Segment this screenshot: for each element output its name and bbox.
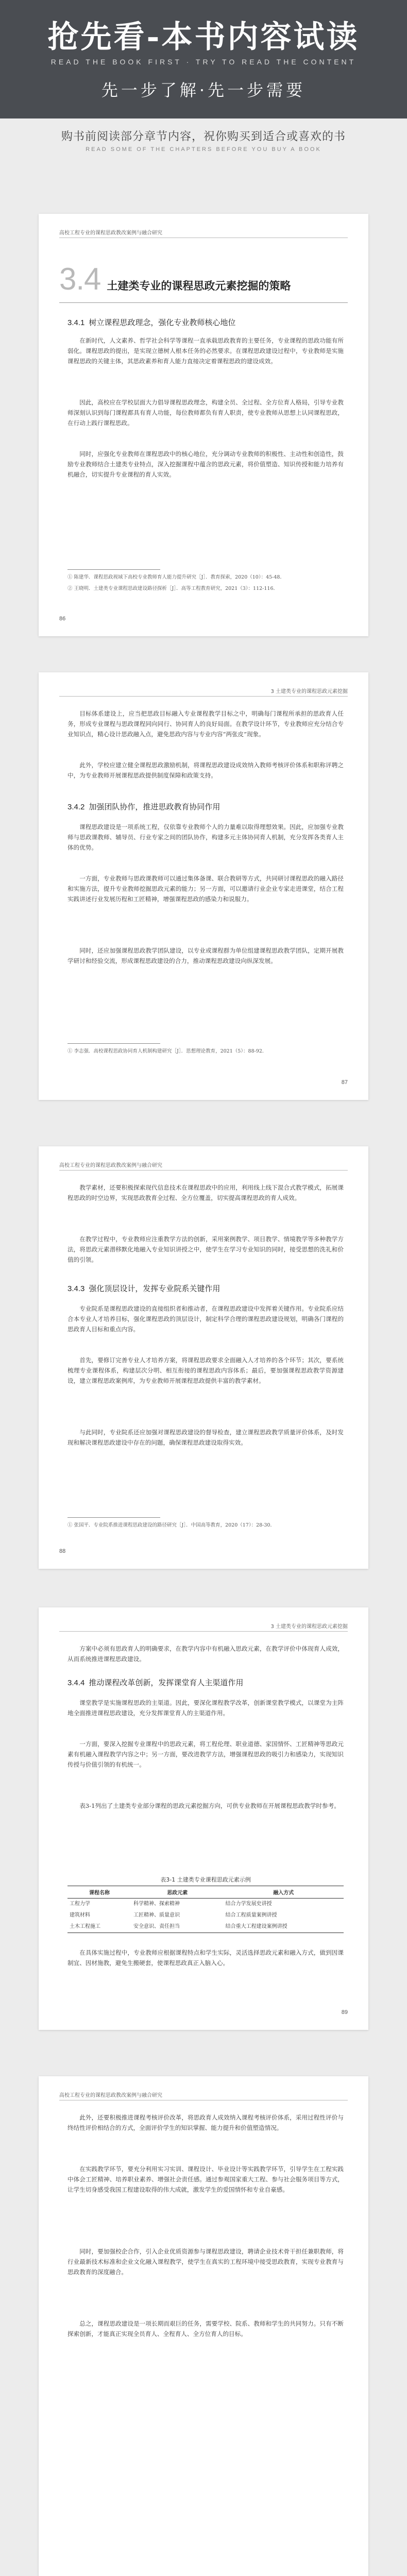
table-caption: 表3-1 土建类专业课程思政元素示例	[160, 1876, 251, 1883]
paragraph: 课堂教学是实施课程思政的主渠道。因此，要深化课程教学改革，创新课堂教学模式，以课堂为主阵地全面推进课程思政建设，充分发挥课堂育人的主渠道作用。	[67, 1699, 344, 1717]
paragraph: 因此，高校应在学校层面大力倡导课程思政理念，构建全员、全过程、全方位育人格局，引导专业教师深刻认识到每门课程都具有育人功能，每位教师都负有育人职责，使专业教师从思想上认同课程思政，在行动上践行课程思政。	[67, 399, 344, 427]
table-row	[67, 1921, 344, 1933]
section-number: 3.4.3	[67, 1284, 85, 1293]
table-row	[67, 1899, 344, 1910]
paragraph: 教学素材，还要积极探索现代信息技术在课程思政中的应用，利用线上线下混合式教学模式，拓展课程思政的时空边界，实现思政教育全过程、全方位覆盖，切实提高课程思政的育人成效。	[67, 1184, 344, 1201]
table-cell: 结合力学发展史讲授	[225, 1901, 272, 1907]
table-cell: 土木工程施工	[67, 1921, 131, 1933]
table-cell: 建筑材料	[70, 1912, 90, 1918]
section-heading	[67, 317, 235, 328]
table-cell: 结合工程质量案例讲授	[225, 1912, 277, 1918]
paragraph: 一方面，要深入挖掘专业课程中的思政元素，将工程伦理、职业道德、家国情怀、工匠精神等思政元素有机融入课程教学内容之中；另一方面，要改进教学方法，增强课程思政的吸引力和感染力，实现知识传授与价值引领的有机统一。	[67, 1740, 344, 1768]
footnote: ② 王晓明．土建类专业课程思政建设路径探析［J］．高等工程教育研究，2021（3）：112-116．	[67, 586, 279, 591]
banner-title-en: READ THE BOOK FIRST · TRY TO READ THE CONTENT	[50, 58, 357, 66]
running-head: 高校工程专业的课程思政教改案例与融合研究	[59, 2093, 162, 2098]
book-page-3	[39, 1146, 368, 1569]
table-row	[67, 1910, 344, 1921]
page-number: 88	[59, 1548, 66, 1554]
running-head: 高校工程专业的课程思政教改案例与融合研究	[59, 1163, 162, 1168]
paragraph: 在实践教学环节，要充分利用实习实训、课程设计、毕业设计等实践教学环节，引导学生在工程实践中体会工匠精神、培养职业素养、增强社会责任感。通过参观国家重大工程、参与社会服务项目等方式，让学生切身感受我国工程建设取得的伟大成就，激发学生的爱国情怀和专业自豪感。	[67, 2165, 344, 2193]
book-page-4	[39, 1607, 368, 2030]
table-header-row	[67, 1886, 344, 1899]
book-page-5	[39, 2076, 368, 2576]
header-banner	[0, 0, 407, 118]
paragraph: 在新时代，人文素养、哲学社会科学等课程一直承载思政教育的主要任务，专业课程的思政功能有所弱化。课程思政的提出，是实现立德树人根本任务的必然要求。在课程思政建设过程中，专业教师是实施课程思政的关键主体，其思政素养和育人能力直接决定着课程思政的建设成效。	[67, 337, 344, 365]
paragraph: 首先，要修订完善专业人才培养方案，将课程思政要求全面融入人才培养的各个环节；其次，要系统梳理专业课程体系，构建层次分明、相互衔接的课程思政内容体系；最后，要加强课程思政教学资源建设，建立课程思政案例库，为专业教师开展课程思政提供丰富的教学素材。	[67, 1357, 344, 1384]
book-page-2	[39, 672, 368, 1100]
footnote-rule	[67, 1043, 160, 1044]
running-head: 高校工程专业的课程思政教改案例与融合研究	[59, 230, 162, 236]
paragraph: 课程思政建设是一项系统工程，仅依靠专业教师个人的力量难以取得理想效果。因此，应加强专业教师与思政课教师、辅导员、行业专家之间的团队协作，构建多元主体协同育人机制，充分发挥各类育人主体的优势。	[67, 823, 344, 851]
footnote-rule	[67, 1517, 160, 1518]
header-rule	[59, 1170, 348, 1171]
paragraph: 同时，应强化专业教师在课程思政中的核心地位，充分调动专业教师的积极性、主动性和创造性，鼓励专业教师结合土建类专业特点，深入挖掘课程中蕴含的思政元素，将价值塑造、知识传授和能力培养有机融合，切实提升专业课程的育人实效。	[67, 450, 344, 478]
section-number: 3.4.2	[67, 803, 85, 811]
paragraph: 与此同时，专业院系还应加强对课程思政建设的督导检查，建立课程思政教学质量评价体系，及时发现和解决课程思政建设中存在的问题，确保课程思政建设取得实效。	[67, 1429, 344, 1446]
section-heading	[67, 1677, 243, 1688]
intro-text: 购书前阅读部分章节内容，祝你购买到适合或喜欢的书	[61, 130, 346, 143]
header-rule	[59, 1631, 348, 1632]
running-head: 3 土建类专业的课程思政元素挖掘	[270, 689, 348, 694]
running-head: 3 土建类专业的课程思政元素挖掘	[270, 1624, 348, 1630]
table-cell: 工匠精神、质量意识	[133, 1912, 180, 1918]
paragraph: 总之，课程思政建设是一项长期而艰巨的任务，需要学校、院系、教师和学生的共同努力。只有不断探索创新，才能真正实现全员育人、全程育人、全方位育人的目标。	[67, 2320, 344, 2337]
section-heading	[67, 1283, 220, 1294]
section-title: 推动课程改革创新，发挥课堂育人主渠道作用	[89, 1678, 244, 1687]
paragraph: 方案中必须有思政育人的明确要求，在教学内容中有机融入思政元素，在教学评价中体现育人成效，从而系统推进课程思政建设。	[67, 1645, 344, 1663]
paragraph: 此外，还要积极推进课程考核评价改革，将思政育人成效纳入课程考核评价体系，采用过程性评价与终结性评价相结合的方式，全面评价学生的知识掌握、能力提升和价值塑造情况。	[67, 2114, 344, 2131]
page-number: 86	[59, 616, 66, 622]
book-page-1	[39, 214, 368, 636]
banner-title: 抢先看-本书内容试读	[47, 19, 360, 55]
table-cell: 工程力学	[70, 1901, 90, 1907]
paragraph: 同时，要加强校企合作，引入企业优质资源参与课程思政建设，聘请企业技术骨干担任兼职教师，将行业最新技术标准和企业文化融入课程教学，使学生在真实的工程环境中接受思政教育，实现专业教育与思政教育的深度融合。	[67, 2248, 344, 2276]
table-cell: 安全意识、责任担当	[131, 1921, 224, 1933]
chapter-title: 土建类专业的课程思政元素挖掘的策略	[107, 280, 291, 292]
section-number: 3.4.1	[67, 318, 85, 327]
paragraph: 同时，还应加强课程思政教学团队建设，以专业或课程群为单位组建课程思政教学团队，定期开展教学研讨和经验交流，形成课程思政建设的合力，推动课程思政建设向纵深发展。	[67, 947, 344, 964]
paragraph: 在教学过程中，专业教师应注重教学方法的创新，采用案例教学、项目教学、情境教学等多种教学方法，将思政元素潜移默化地融入专业知识讲授之中，使学生在学习专业知识的同时，接受思想的洗礼和价值的引领。	[67, 1235, 344, 1263]
table-header-cell: 思政元素	[131, 1886, 224, 1899]
section-title: 强化顶层设计，发挥专业院系关键作用	[89, 1284, 221, 1293]
header-rule	[59, 696, 348, 697]
section-title: 加强团队协作，推进思政教育协同作用	[89, 802, 221, 811]
chapter-heading	[59, 261, 291, 297]
section-number: 3.4.4	[67, 1679, 85, 1687]
footnote: ① 李志强．高校课程思政协同育人机制构建研究［J］．思想理论教育，2021（5）：88-92．	[67, 1048, 267, 1054]
table-cell: 结合重大工程建设案例讲授	[224, 1921, 344, 1933]
banner-slogan: 先一步了解·先一步需要	[101, 80, 306, 100]
paragraph: 此外，学校应建立健全课程思政激励机制，将课程思政建设成效纳入教师考核评价体系和职称评聘之中，为专业教师开展课程思政提供制度保障和政策支持。	[67, 761, 344, 779]
table-header-cell: 课程名称	[67, 1886, 131, 1899]
paragraph: 专业院系是课程思政建设的直接组织者和推动者，在课程思政建设中发挥着关键作用。专业院系应结合本专业人才培养目标，强化课程思政的顶层设计，制定科学合理的课程思政建设规划，明确各门课程的思政育人目标和重点内容。	[67, 1305, 344, 1333]
paragraph: 在具体实施过程中，专业教师应根据课程特点和学生实际，灵活选择思政元素和融入方式，做到因课制宜、因材施教，避免生搬硬套，使课程思政真正入脑入心。	[67, 1949, 344, 1967]
intro-text-en: READ SOME OF THE CHAPTERS BEFORE YOU BUY A BOOK	[86, 146, 321, 152]
section-heading	[67, 801, 220, 812]
table-header-cell: 融入方式	[224, 1886, 344, 1899]
footnote-rule	[67, 569, 160, 570]
page-number: 87	[341, 1079, 348, 1086]
paragraph: 目标体系建设上，应当把思政目标融入专业课程教学目标之中，明确每门课程所承担的思政育人任务，形成专业课程与思政课程同向同行、协同育人的良好局面。在教学设计环节，专业教师应充分结合专业知识点，精心设计思政融入点，避免思政内容与专业内容“两张皮”现象。	[67, 710, 344, 738]
footnote: ① 陈建华．课程思政视域下高校专业教师育人能力提升研究［J］．教育探索，2020（10）：45-48．	[67, 574, 285, 580]
paragraph: 表3-1列出了土建类专业部分课程的思政元素挖掘方向，可供专业教师在开展课程思政教学时参考。	[79, 1802, 340, 1809]
page-number: 89	[341, 2009, 348, 2015]
section-title: 树立课程思政理念，强化专业教师核心地位	[89, 318, 236, 327]
chapter-rule	[59, 302, 348, 303]
paragraph: 一方面，专业教师与思政课教师可以通过集体备课、联合教研等方式，共同研讨课程思政的融入路径和实施方法，提升专业教师挖掘思政元素的能力；另一方面，可以邀请行业企业专家走进课堂，结合工程实践讲述行业发展历程和工匠精神，增强课程思政的感染力和说服力。	[67, 875, 344, 903]
footnote: ① 张国平．专业院系推进课程思政建设的路径研究［J］．中国高等教育，2020（17）：28-30．	[67, 1522, 275, 1528]
table-cell: 科学精神、探索精神	[133, 1901, 180, 1907]
chapter-number: 3.4	[59, 262, 101, 296]
data-table	[67, 1886, 344, 1933]
